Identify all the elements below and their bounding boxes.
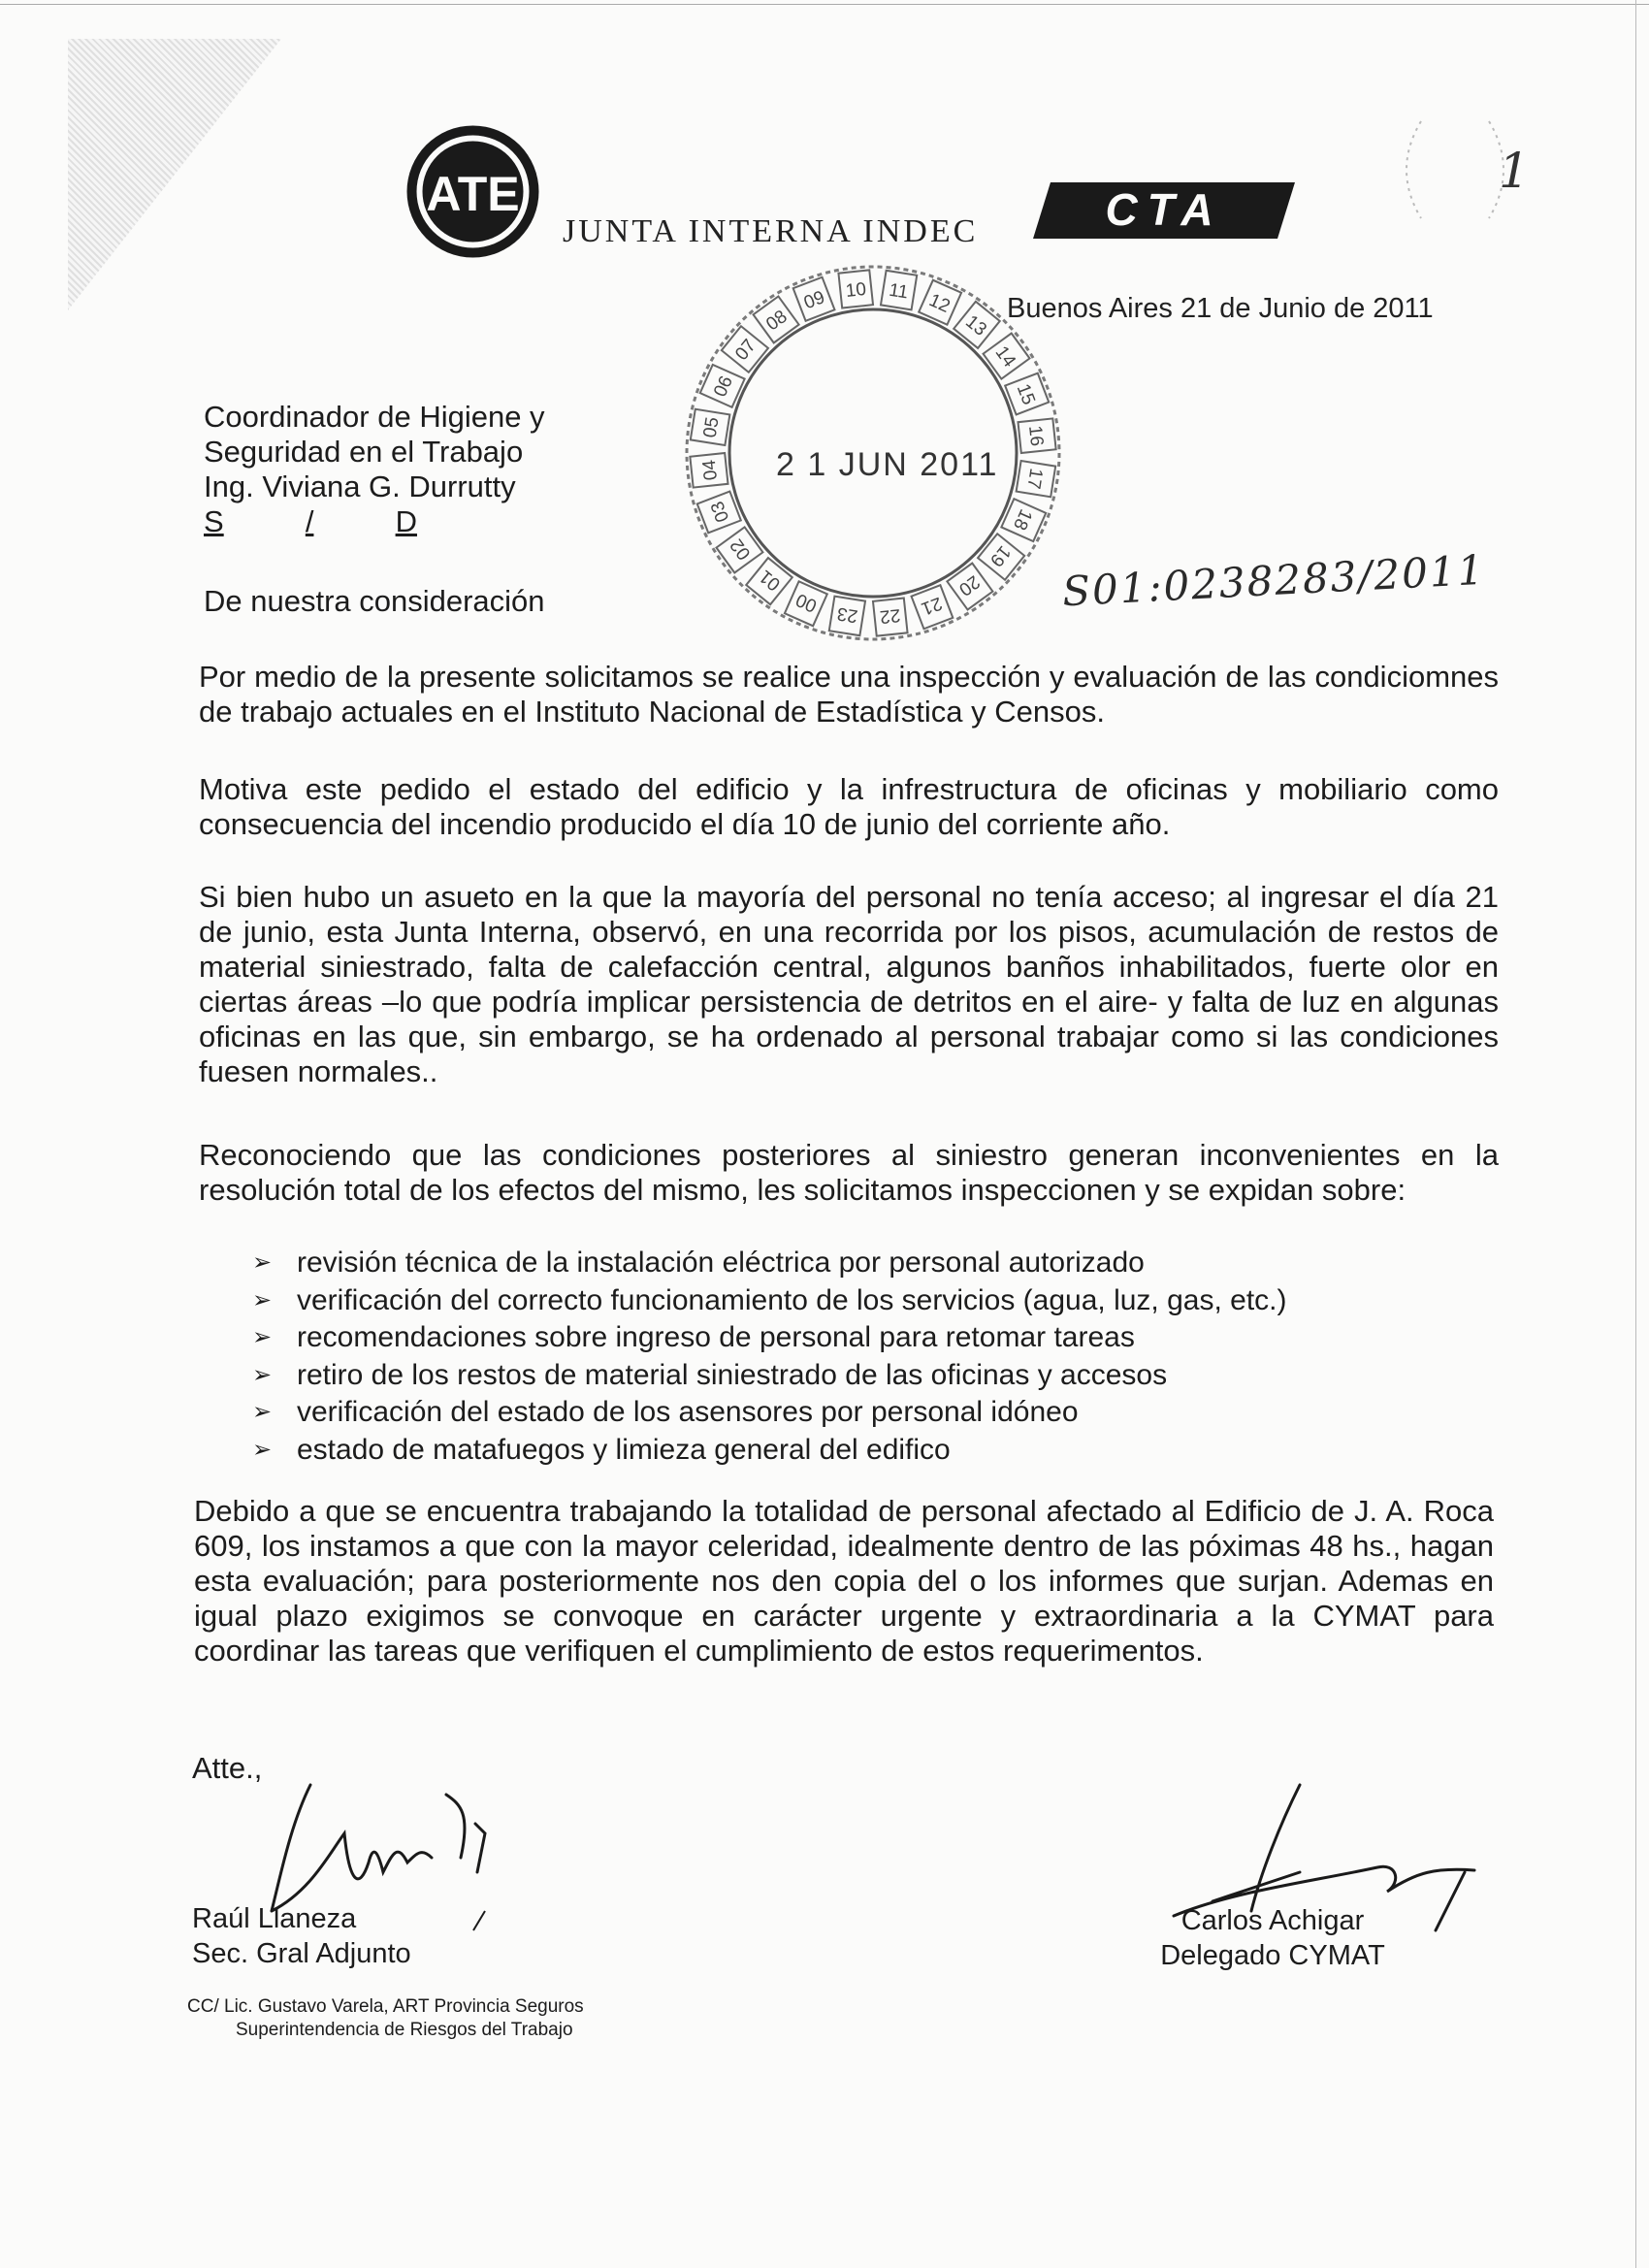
stamp-ring-number: 08 (762, 306, 792, 336)
paragraph-4: Reconociendo que las condiciones posteriores al siniestro generan inconvenientes en la resolución total de los efectos del mismo, les solicitamos inspeccionen y se expidan sobre: (199, 1138, 1499, 1207)
page-number-handwritten: 1 (1499, 143, 1530, 199)
stamp-ring-number: 12 (925, 290, 954, 317)
list-item-text: revisión técnica de la instalación eléctrica por personal autorizado (297, 1247, 1145, 1279)
stamp-ring-number: 02 (726, 535, 756, 564)
list-item (242, 1432, 1406, 1470)
recipient-sd (204, 504, 417, 539)
scan-corner-shadow (68, 39, 281, 310)
signatory-right-name: Carlos Achigar (1180, 1905, 1365, 1936)
paragraph-2: Motiva este pedido el estado del edificio y la infrestructura de oficinas y mobiliario como consecuencia del incendio producido el día 10 de junio del corriente año. (199, 772, 1499, 841)
list-item (242, 1319, 1406, 1357)
paragraph-5: Debido a que se encuentra trabajando la totalidad de personal afectado al Edificio de J. A. Roca 609, los instamos a que con la mayor celeridad, idealmente dentro de las póximas 48 hs., hagan esta evaluación; para posteriormente nos den copia del o los informes que surjan. Ademas en igual plazo exigimos se convoque en carácter urgente y extraordinaria a la CYMAT para coordinar las tareas que verifiquen el cumplimiento de estos requerimentos. (194, 1494, 1494, 1668)
signatory-left-name: Raúl Llaneza (192, 1903, 357, 1934)
list-item (242, 1282, 1406, 1320)
recipient-block (204, 400, 630, 539)
handwritten-reference: S01:0238283/2011 (1061, 545, 1487, 616)
list-item-text: recomendaciones sobre ingreso de personal para retomar tareas (297, 1321, 1135, 1353)
scan-edge-right (1635, 0, 1636, 2268)
stamp-ring-number: 04 (698, 459, 722, 482)
request-list (242, 1245, 1406, 1469)
signatory-right (1142, 1903, 1404, 1973)
recipient-line-2: Seguridad en el Trabajo (204, 435, 524, 469)
list-item-text: retiro de los restos de material siniestrado de las oficinas y accesos (297, 1358, 1168, 1391)
stamp-ring-number: 22 (879, 604, 902, 628)
list-item-text: verificación del correcto funcionamiento de los servicios (agua, luz, gas, etc.) (297, 1283, 1287, 1316)
paragraph-1: Por medio de la presente solicitamos se realice una inspección y evaluación de las condiciomnes de trabajo actuales en el Instituto Nacional de Estadística y Censos. (199, 660, 1499, 729)
bullet-arrow-icon: ➢ (251, 1286, 273, 1313)
cta-logo-text: CTA (1105, 184, 1223, 235)
recipient-line-3: Ing. Viviana G. Durrutty (204, 470, 516, 503)
list-item (242, 1394, 1406, 1432)
stamp-ring-number: 16 (1024, 424, 1048, 447)
sd-s: S (204, 504, 224, 538)
cc-line-1: CC/ Lic. Gustavo Varela, ART Provincia Seguros (187, 1996, 584, 2017)
closing: Atte., (192, 1751, 263, 1785)
stamp-ring-number: 00 (792, 589, 821, 616)
signatory-right-role: Delegado CYMAT (1160, 1940, 1385, 1971)
stamp-ring-number: 23 (835, 602, 859, 627)
stamp-ring-number: 18 (1009, 505, 1036, 534)
paragraph-3: Si bien hubo un asueto en la que la mayoría del personal no tenía acceso; al ingresar el día 21 de junio, esta Junta Interna, observó, en una recorrida por los pisos, acumulación de restos de material siniestrado, falta de calefacción central, algunos banños inhabilitados, fuerte olor en ciertas áreas –lo que podría implicar persistencia de detritos en el aire- y falta de luz en algunas oficinas en las que, sin embargo, se ha ordenado al personal trabajar como si las condiciones fuesen normales.. (199, 880, 1499, 1088)
sd-d: D (395, 504, 417, 538)
salutation: De nuestra consideración (204, 584, 545, 618)
stamp-ring-number: 13 (961, 311, 990, 340)
list-item-text: verificación del estado de los asensores por personal idóneo (297, 1396, 1079, 1428)
stamp-ring-number: 01 (756, 566, 785, 595)
scan-edge-top (0, 4, 1649, 5)
stamp-ring-number: 14 (990, 342, 1020, 372)
ate-logo (403, 121, 543, 262)
stamp-ring-number: 15 (1012, 380, 1039, 408)
bullet-arrow-icon: ➢ (251, 1249, 273, 1276)
list-item-text: estado de matafuegos y limieza general del edifico (297, 1433, 951, 1466)
ate-logo-text: ATE (426, 167, 520, 221)
list-item (242, 1357, 1406, 1395)
cta-logo (1033, 182, 1295, 239)
bullet-arrow-icon: ➢ (251, 1324, 273, 1350)
stamp-ring-number: 19 (986, 541, 1015, 570)
stamp-ring-number: 07 (731, 336, 760, 365)
signatory-left-role: Sec. Gral Adjunto (192, 1938, 411, 1969)
stamp-ring-number: 05 (699, 415, 724, 439)
stamp-ring-number: 09 (800, 287, 828, 314)
stamp-ring-number: 11 (887, 279, 910, 304)
list-item (242, 1245, 1406, 1282)
stamp-ring-number: 10 (844, 278, 867, 302)
stamp-ring-number: 20 (954, 570, 984, 600)
stamp-date: 2 1 JUN 2011 (776, 446, 999, 483)
bullet-arrow-icon: ➢ (251, 1399, 273, 1425)
page-mark (1382, 102, 1528, 238)
recipient-line-1: Coordinador de Higiene y (204, 400, 545, 434)
bullet-arrow-icon: ➢ (251, 1361, 273, 1388)
stamp-ring-number: 17 (1022, 467, 1047, 491)
signatory-left (192, 1901, 411, 1971)
stamp-ring-number: 21 (918, 592, 946, 619)
cc-line-2: Superintendencia de Riesgos del Trabajo (236, 2020, 573, 2040)
cc-block (187, 1995, 584, 2042)
sd-slash: / (305, 504, 314, 538)
place-date: Buenos Aires 21 de Junio de 2011 (1007, 293, 1434, 324)
bullet-arrow-icon: ➢ (251, 1436, 273, 1463)
letterhead-title: JUNTA INTERNA INDEC (563, 213, 979, 249)
stamp-ring-number: 03 (707, 498, 734, 526)
stamp-ring-number: 06 (710, 373, 737, 401)
